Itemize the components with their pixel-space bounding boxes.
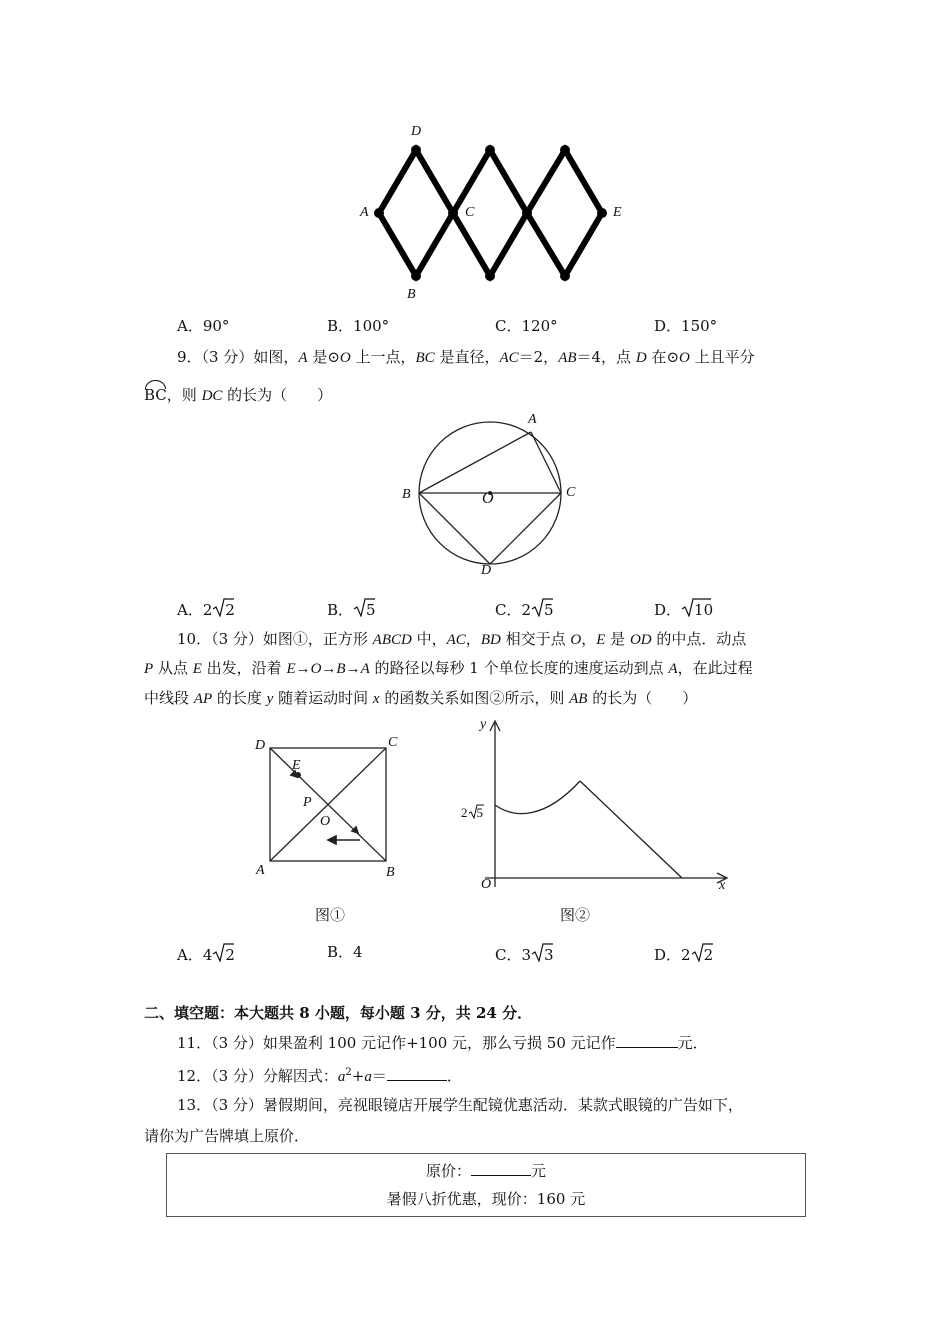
q9-stem-line2: BC，则 DC 的长为（ ） bbox=[144, 386, 333, 404]
q10-fig2-label-o: O bbox=[481, 877, 492, 892]
q8-rhombus-figure bbox=[350, 120, 640, 310]
q9-label-o: O bbox=[482, 490, 494, 507]
q8-option-b: B．100° bbox=[327, 317, 390, 335]
q12-answer-blank[interactable] bbox=[387, 1066, 447, 1081]
q10-fig1-label-a: A bbox=[256, 863, 265, 878]
q10-fig1-label-c: C bbox=[388, 735, 398, 750]
q8-option-d: D．150° bbox=[654, 317, 718, 335]
q10-option-d: D．2 2 bbox=[654, 946, 714, 964]
q10-graph-figure bbox=[470, 715, 735, 895]
q8-label-d: D bbox=[411, 124, 422, 139]
q10-fig2-label-x: x bbox=[719, 878, 726, 893]
q12-stem: 12．（3 分）分解因式：$a^2+a=$ ． bbox=[177, 1067, 462, 1085]
q13-ad-board bbox=[166, 1153, 806, 1217]
q10-fig2-caption: 图② bbox=[560, 906, 591, 924]
q13-stem-line1: 13．（3 分）暑假期间，亮视眼镜店开展学生配镜优惠活动．某款式眼镜的广告如下， bbox=[177, 1096, 743, 1114]
q11-stem: 11．（3 分）如果盈利 100 元记作+100 元，那么亏损 50 元记作 元． bbox=[177, 1034, 708, 1052]
q9-label-b: B bbox=[402, 487, 411, 502]
ad-original-price-row: 原价： 元 bbox=[425, 1162, 547, 1180]
q8-option-a: A．90° bbox=[177, 317, 230, 335]
q10-square-figure bbox=[260, 735, 400, 875]
q13-stem-line2: 请你为广告牌填上原价． bbox=[144, 1127, 310, 1145]
q10-fig1-label-o: O bbox=[320, 814, 331, 829]
q10-fig1-label-d: D bbox=[255, 738, 266, 753]
q10-fig1-label-b: B bbox=[386, 865, 395, 880]
q10-option-c: C．3 3 bbox=[495, 946, 554, 964]
ad-discount-row: 暑假八折优惠，现价：160 元 bbox=[386, 1190, 586, 1208]
q13-answer-blank[interactable] bbox=[471, 1161, 531, 1176]
q8-label-a: A bbox=[360, 205, 369, 220]
q10-stem-line1: 10．（3 分）如图①，正方形 ABCD 中，AC，BD 相交于点 O，E 是 OD 的中点．动点 bbox=[177, 630, 747, 648]
q8-label-e: E bbox=[613, 205, 622, 220]
q8-label-b: B bbox=[407, 287, 416, 302]
q9-label-d: D bbox=[481, 563, 492, 578]
q8-option-c: C．120° bbox=[495, 317, 558, 335]
q9-option-d: D． 10 bbox=[654, 601, 714, 619]
arc-bc: BC bbox=[144, 386, 167, 404]
q10-fig1-label-e: E bbox=[292, 758, 301, 773]
q9-label-a: A bbox=[528, 412, 537, 427]
q10-option-b: B．4 bbox=[327, 943, 363, 961]
q10-fig2-label-y: y bbox=[480, 717, 487, 732]
q10-stem-line3: 中线段 AP 的长度 y 随着运动时间 x 的函数关系如图②所示，则 AB 的长为（ ） bbox=[144, 689, 698, 707]
q9-option-b: B． 5 bbox=[327, 601, 376, 619]
q9-stem-line1: 9．（3 分）如图，A 是⊙O 上一点，BC 是直径，AC＝2，AB＝4，点 D 在⊙O 上且平分 bbox=[177, 348, 755, 366]
section-2-heading: 二、填空题：本大题共 8 小题，每小题 3 分，共 24 分． bbox=[144, 1004, 533, 1022]
q10-fig1-caption: 图① bbox=[315, 906, 346, 924]
q10-fig1-label-p: P bbox=[303, 795, 312, 810]
q11-answer-blank[interactable] bbox=[616, 1033, 678, 1048]
q9-circle-figure bbox=[410, 410, 580, 580]
q10-stem-line2: P 从点 E 出发，沿着 E→O→B→A 的路径以每秒 1 个单位长度的速度运动到点 A，在此过程 bbox=[144, 659, 753, 677]
q10-option-a: A．4 2 bbox=[177, 946, 235, 964]
q9-option-a: A．2 2 bbox=[177, 601, 235, 619]
q9-option-c: C．2 5 bbox=[495, 601, 554, 619]
q9-label-c: C bbox=[566, 485, 576, 500]
q10-fig2-label-2sqrt5: 2 5 bbox=[461, 805, 483, 820]
q8-label-c: C bbox=[465, 205, 475, 220]
